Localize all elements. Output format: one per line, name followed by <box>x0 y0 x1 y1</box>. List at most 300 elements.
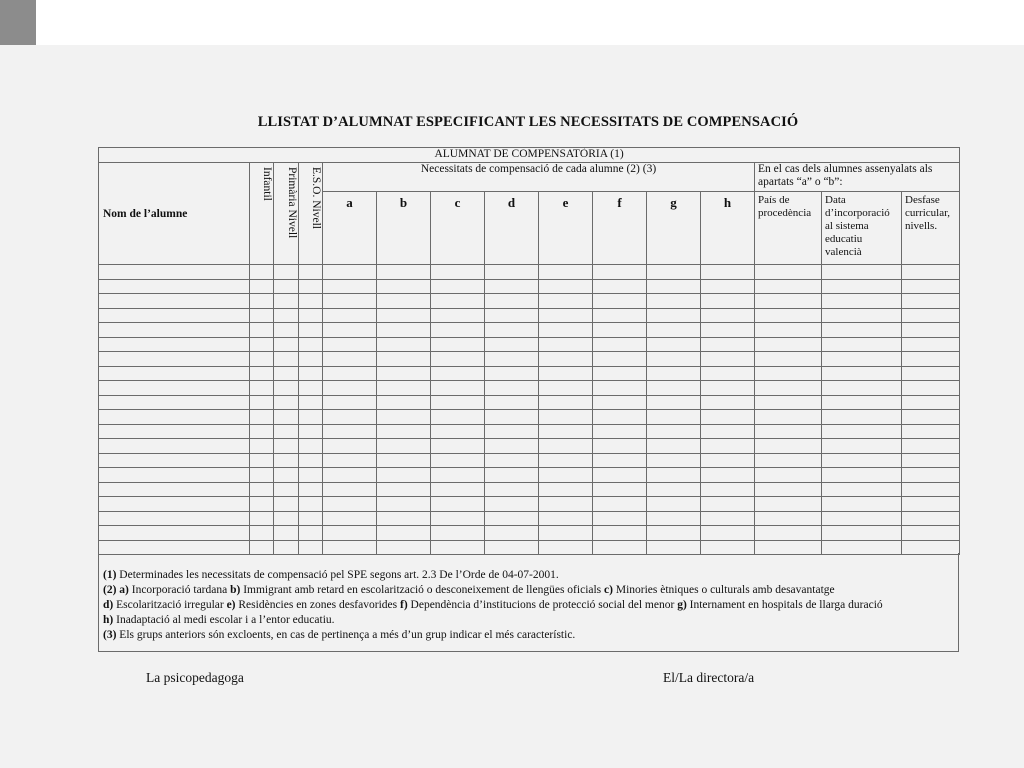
table-cell <box>701 323 755 338</box>
table-cell <box>299 279 323 294</box>
table-cell <box>250 468 274 483</box>
table-row <box>99 381 960 396</box>
table-cell <box>377 497 431 512</box>
table-cell <box>323 395 377 410</box>
table-cell <box>299 395 323 410</box>
table-row <box>99 395 960 410</box>
table-row <box>99 279 960 294</box>
table-cell <box>377 352 431 367</box>
table-cell <box>647 497 701 512</box>
footnote-3 <box>103 628 958 643</box>
table-cell <box>647 526 701 541</box>
footnote-tag: g) <box>677 599 687 611</box>
table-cell <box>377 511 431 526</box>
table-cell <box>431 526 485 541</box>
table-cell <box>902 482 960 497</box>
table-cell <box>755 265 822 280</box>
table-row <box>99 294 960 309</box>
table-row <box>99 323 960 338</box>
table-row <box>99 308 960 323</box>
table-cell <box>593 439 647 454</box>
table-row <box>99 511 960 526</box>
table-cell <box>647 352 701 367</box>
table-cell <box>701 265 755 280</box>
need-letter-b: b <box>377 192 431 265</box>
table-cell <box>274 308 299 323</box>
table-cell <box>701 526 755 541</box>
table-cell <box>99 453 250 468</box>
table-cell <box>485 468 539 483</box>
footnote-text: Residències en zones desfavorides <box>235 599 400 611</box>
table-cell <box>593 453 647 468</box>
table-cell <box>755 279 822 294</box>
table-cell <box>485 439 539 454</box>
table-cell <box>902 265 960 280</box>
table-cell <box>274 381 299 396</box>
table-cell <box>431 410 485 425</box>
table-cell <box>99 468 250 483</box>
table-cell <box>902 439 960 454</box>
table-cell <box>274 439 299 454</box>
table-cell <box>902 279 960 294</box>
table-row <box>99 453 960 468</box>
table-cell <box>647 424 701 439</box>
table-cell <box>323 468 377 483</box>
table-cell <box>755 453 822 468</box>
table-cell <box>431 453 485 468</box>
table-cell <box>274 352 299 367</box>
table-cell <box>485 352 539 367</box>
case-header: En el cas dels alumnes assenyalats als apartats “a” o “b”: <box>755 163 960 192</box>
table-cell <box>822 497 902 512</box>
table-cell <box>323 453 377 468</box>
table-cell <box>539 294 593 309</box>
table-cell <box>299 294 323 309</box>
table-cell <box>485 265 539 280</box>
table-cell <box>647 294 701 309</box>
table-cell <box>323 337 377 352</box>
name-column-header: Nom de l’alumne <box>99 163 250 265</box>
table-cell <box>431 439 485 454</box>
table-cell <box>701 366 755 381</box>
table-cell <box>99 424 250 439</box>
students-table <box>98 147 960 555</box>
table-cell <box>822 366 902 381</box>
top-bar <box>0 0 1024 45</box>
table-cell <box>99 265 250 280</box>
footnote-1 <box>103 568 958 583</box>
table-cell <box>377 526 431 541</box>
table-cell <box>902 453 960 468</box>
table-cell <box>250 265 274 280</box>
group-header: ALUMNAT DE COMPENSATÒRIA (1) <box>99 148 960 163</box>
need-letter-d: d <box>485 192 539 265</box>
table-cell <box>99 526 250 541</box>
footnote-tag: f) <box>399 599 408 611</box>
table-cell <box>701 511 755 526</box>
table-cell <box>99 511 250 526</box>
table-cell <box>647 468 701 483</box>
table-cell <box>299 424 323 439</box>
table-cell <box>647 279 701 294</box>
table-cell <box>377 468 431 483</box>
table-cell <box>485 511 539 526</box>
table-cell <box>539 410 593 425</box>
table-row <box>99 482 960 497</box>
table-cell <box>274 468 299 483</box>
table-cell <box>431 323 485 338</box>
table-cell <box>902 381 960 396</box>
table-cell <box>274 453 299 468</box>
table-cell <box>822 511 902 526</box>
table-cell <box>701 482 755 497</box>
table-cell <box>323 439 377 454</box>
table-cell <box>431 352 485 367</box>
table-cell <box>755 381 822 396</box>
footnote-tag: b) <box>230 584 241 596</box>
table-cell <box>431 395 485 410</box>
table-cell <box>902 497 960 512</box>
table-cell <box>755 468 822 483</box>
table-cell <box>539 526 593 541</box>
table-cell <box>701 294 755 309</box>
table-cell <box>274 366 299 381</box>
country-column-header: País de procedència <box>755 192 822 265</box>
table-cell <box>99 323 250 338</box>
table-cell <box>485 395 539 410</box>
table-cell <box>431 511 485 526</box>
table-cell <box>99 395 250 410</box>
table-cell <box>755 482 822 497</box>
table-cell <box>431 468 485 483</box>
table-cell <box>593 381 647 396</box>
table-cell <box>485 308 539 323</box>
table-cell <box>99 482 250 497</box>
table-cell <box>250 323 274 338</box>
table-cell <box>593 395 647 410</box>
table-cell <box>701 453 755 468</box>
table-cell <box>647 366 701 381</box>
document-title: LLISTAT D’ALUMNAT ESPECIFICANT LES NECESSITATS DE COMPENSACIÓ <box>257 114 799 130</box>
table-cell <box>99 410 250 425</box>
table-cell <box>299 439 323 454</box>
table-cell <box>299 511 323 526</box>
table-cell <box>902 294 960 309</box>
table-cell <box>323 366 377 381</box>
table-cell <box>99 294 250 309</box>
table-cell <box>250 395 274 410</box>
table-cell <box>431 366 485 381</box>
table-cell <box>539 453 593 468</box>
table-cell <box>701 439 755 454</box>
table-cell <box>485 410 539 425</box>
table-cell <box>902 395 960 410</box>
table-cell <box>250 497 274 512</box>
table-cell <box>755 410 822 425</box>
table-cell <box>250 337 274 352</box>
footnote-tag: c) <box>604 584 613 596</box>
table-cell <box>274 294 299 309</box>
table-cell <box>593 352 647 367</box>
table-cell <box>377 294 431 309</box>
table-cell <box>323 323 377 338</box>
table-cell <box>377 381 431 396</box>
footnotes <box>98 553 959 652</box>
table-cell <box>274 337 299 352</box>
table-cell <box>593 323 647 338</box>
table-cell <box>323 308 377 323</box>
table-row <box>99 468 960 483</box>
table-cell <box>377 453 431 468</box>
table-cell <box>822 323 902 338</box>
table-cell <box>539 352 593 367</box>
table-cell <box>431 294 485 309</box>
table-cell <box>539 308 593 323</box>
table-cell <box>902 308 960 323</box>
table-cell <box>274 395 299 410</box>
need-letter-e: e <box>539 192 593 265</box>
table-cell <box>755 511 822 526</box>
footnote-2-line-3 <box>103 613 958 628</box>
table-cell <box>902 337 960 352</box>
table-cell <box>755 294 822 309</box>
table-cell <box>593 497 647 512</box>
table-cell <box>755 439 822 454</box>
table-cell <box>539 366 593 381</box>
table-cell <box>822 439 902 454</box>
table-cell <box>274 497 299 512</box>
table-cell <box>647 395 701 410</box>
table-row <box>99 424 960 439</box>
table-cell <box>485 337 539 352</box>
table-cell <box>485 366 539 381</box>
table-cell <box>822 453 902 468</box>
table-cell <box>647 511 701 526</box>
table-cell <box>755 308 822 323</box>
table-cell <box>593 468 647 483</box>
table-cell <box>431 424 485 439</box>
table-cell <box>539 265 593 280</box>
table-cell <box>431 279 485 294</box>
table-cell <box>377 482 431 497</box>
table-cell <box>485 381 539 396</box>
table-cell <box>485 424 539 439</box>
footnote-text: Dependència d’institucions de protecció social del menor <box>407 599 678 611</box>
table-cell <box>822 381 902 396</box>
table-cell <box>593 410 647 425</box>
table-row <box>99 337 960 352</box>
table-cell <box>323 526 377 541</box>
table-cell <box>539 279 593 294</box>
table-cell <box>274 424 299 439</box>
table-row <box>99 497 960 512</box>
table-cell <box>822 482 902 497</box>
need-letter-c: c <box>431 192 485 265</box>
table-cell <box>593 482 647 497</box>
table-cell <box>299 366 323 381</box>
table-cell <box>99 308 250 323</box>
table-cell <box>539 497 593 512</box>
table-cell <box>593 294 647 309</box>
need-letter-h: h <box>701 192 755 265</box>
table-cell <box>822 352 902 367</box>
table-cell <box>902 526 960 541</box>
table-cell <box>323 352 377 367</box>
table-cell <box>99 337 250 352</box>
table-cell <box>299 308 323 323</box>
level-header-infantil: Infantil <box>250 163 274 265</box>
table-cell <box>274 279 299 294</box>
table-cell <box>539 424 593 439</box>
table-cell <box>701 381 755 396</box>
table-cell <box>822 294 902 309</box>
table-cell <box>647 439 701 454</box>
incorporation-date-column-header: Data d’incorporació al sistema educatiu valencià <box>822 192 902 265</box>
table-cell <box>377 279 431 294</box>
table-cell <box>299 468 323 483</box>
table-cell <box>539 482 593 497</box>
table-cell <box>323 265 377 280</box>
table-cell <box>701 395 755 410</box>
table-cell <box>822 395 902 410</box>
table-cell <box>647 482 701 497</box>
table-cell <box>701 410 755 425</box>
table-cell <box>274 265 299 280</box>
table-cell <box>539 337 593 352</box>
table-cell <box>701 308 755 323</box>
table-cell <box>250 453 274 468</box>
table-cell <box>485 453 539 468</box>
table-cell <box>431 497 485 512</box>
table-cell <box>539 381 593 396</box>
table-cell <box>377 395 431 410</box>
table-cell <box>822 468 902 483</box>
table-cell <box>323 497 377 512</box>
table-cell <box>701 497 755 512</box>
footnote-text: Determinades les necessitats de compensació pel SPE segons art. 2.3 De l’Orde de 04-07-2001. <box>116 569 559 581</box>
table-cell <box>250 294 274 309</box>
table-cell <box>593 279 647 294</box>
table-cell <box>902 366 960 381</box>
footnote-tag: (2) a) <box>103 584 129 596</box>
footnote-text: Inadaptació al medi escolar i a l’entor educatiu. <box>113 614 335 626</box>
table-cell <box>299 497 323 512</box>
table-row <box>99 526 960 541</box>
table-cell <box>299 337 323 352</box>
footnote-text: Els grups anteriors són excloents, en cas de pertinença a més d’un grup indicar el més característic. <box>116 629 576 641</box>
table-cell <box>377 424 431 439</box>
need-letter-a: a <box>323 192 377 265</box>
table-cell <box>485 482 539 497</box>
table-cell <box>647 337 701 352</box>
footnote-text: Internament en hospitals de llarga duració <box>686 599 883 611</box>
table-cell <box>755 497 822 512</box>
table-cell <box>822 279 902 294</box>
table-cell <box>99 497 250 512</box>
table-cell <box>250 352 274 367</box>
table-cell <box>377 439 431 454</box>
table-cell <box>593 308 647 323</box>
table-cell <box>250 482 274 497</box>
table-row <box>99 439 960 454</box>
table-cell <box>647 410 701 425</box>
table-cell <box>539 439 593 454</box>
table-cell <box>377 366 431 381</box>
footnote-2-line-2 <box>103 598 958 613</box>
footnote-tag: (3) <box>103 629 117 641</box>
table-cell <box>99 439 250 454</box>
table-cell <box>99 279 250 294</box>
table-cell <box>485 279 539 294</box>
table-cell <box>299 453 323 468</box>
table-cell <box>539 395 593 410</box>
table-cell <box>323 424 377 439</box>
curricular-gap-column-header: Desfase curricular, nivells. <box>902 192 960 265</box>
table-cell <box>593 366 647 381</box>
table-cell <box>431 381 485 396</box>
table-cell <box>755 395 822 410</box>
table-cell <box>701 352 755 367</box>
table-row <box>99 366 960 381</box>
table-cell <box>539 511 593 526</box>
table-cell <box>274 323 299 338</box>
table-row <box>99 265 960 280</box>
table-cell <box>647 323 701 338</box>
table-cell <box>755 337 822 352</box>
table-cell <box>323 279 377 294</box>
table-cell <box>299 323 323 338</box>
table-cell <box>902 424 960 439</box>
table-cell <box>299 352 323 367</box>
table-cell <box>902 323 960 338</box>
table-cell <box>822 410 902 425</box>
table-cell <box>323 294 377 309</box>
table-cell <box>250 381 274 396</box>
table-cell <box>701 468 755 483</box>
table-cell <box>250 308 274 323</box>
table-cell <box>431 265 485 280</box>
table-cell <box>593 337 647 352</box>
table-cell <box>431 482 485 497</box>
table-cell <box>274 482 299 497</box>
table-cell <box>647 265 701 280</box>
level-header-eso: E.S.O. Nivell <box>299 163 323 265</box>
footnote-text: Minories ètniques o culturals amb desavantatge <box>612 584 835 596</box>
table-cell <box>485 526 539 541</box>
table-cell <box>647 453 701 468</box>
table-cell <box>250 279 274 294</box>
table-cell <box>377 337 431 352</box>
table-cell <box>250 410 274 425</box>
table-cell <box>755 424 822 439</box>
table-cell <box>647 381 701 396</box>
table-cell <box>323 511 377 526</box>
footnote-tag: (1) <box>103 569 117 581</box>
table-cell <box>377 410 431 425</box>
table-row <box>99 410 960 425</box>
table-cell <box>593 526 647 541</box>
table-cell <box>902 410 960 425</box>
table-cell <box>377 265 431 280</box>
table-cell <box>755 352 822 367</box>
table-cell <box>250 511 274 526</box>
table-cell <box>299 381 323 396</box>
footnote-tag: d) <box>103 599 114 611</box>
table-cell <box>299 526 323 541</box>
table-cell <box>822 265 902 280</box>
table-cell <box>647 308 701 323</box>
footnote-2-line-1 <box>103 583 958 598</box>
